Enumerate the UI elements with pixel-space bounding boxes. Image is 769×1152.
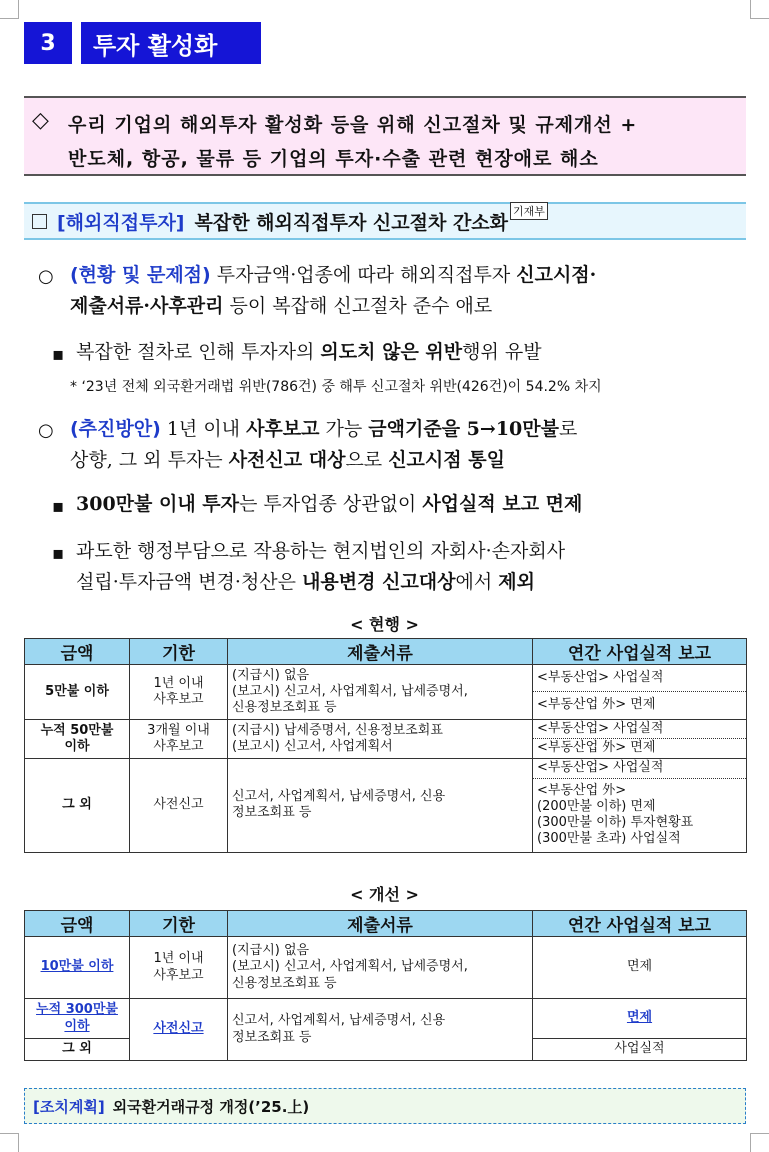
status-bold-2: 제출서류·사후관리 [70, 295, 224, 317]
bullet1-bold: 의도치 않은 위반 [320, 341, 463, 363]
bullet1-text-2: 행위 유발 [462, 341, 542, 363]
section-title: 투자 활성화 [81, 22, 261, 64]
table-cell-amount-link[interactable]: 10만불 이하 [40, 959, 114, 975]
table-cell-report: <부동산업> 사업실적 [533, 758, 747, 778]
table-cell-report: <부동산업 外> 면제 [533, 692, 747, 720]
diamond-outline-icon: ◇ [32, 108, 49, 133]
plan-paragraph-line-1 [70, 420, 577, 439]
header-annual-report: 연간 사업실적 보고 [533, 639, 747, 665]
table-cell-deadline-link[interactable]: 사전신고 [153, 1021, 204, 1037]
section-number: 3 [24, 22, 72, 64]
status-paragraph-line-2 [70, 297, 492, 316]
action-plan-text: 외국환거래규정 개정(’25.上) [112, 1097, 310, 1116]
plan-text-4: 상향, 그 외 투자는 [70, 449, 229, 471]
subheading-title: 복잡한 해외직접투자 신고절차 간소화 [194, 211, 509, 234]
bullet3-bold-2: 제외 [498, 571, 535, 593]
bullet2-text-1: 는 투자업종 상관없이 [239, 493, 423, 515]
header-deadline: 기한 [130, 911, 228, 937]
bullet2-bold-2: 사업실적 보고 면제 [422, 493, 583, 515]
department-badge: 기재부 [510, 202, 548, 220]
current-table-caption: < 현행 > [350, 615, 419, 634]
table-cell-report-link[interactable]: 면제 [626, 1010, 653, 1026]
bullet3-text-3: 에서 [455, 571, 499, 593]
square-bullet-icon: ▪ [52, 543, 65, 564]
status-text-1: 투자금액·업종에 따라 해외직접투자 [210, 264, 517, 286]
table-cell-amount-link[interactable]: 누적 300만불 이하 [36, 1002, 118, 1034]
table-cell-documents: (지급시) 없음 (보고시) 신고서, 사업계획서, 납세증명서, 신용정보조회표 등 [228, 937, 533, 999]
table-cell-deadline: 1년 이내 사후보고 [130, 665, 228, 720]
header-amount: 금액 [25, 639, 130, 665]
table-cell-documents: (지급시) 납세증명서, 신용정보조회표 (보고시) 신고서, 사업계획서 [228, 720, 533, 759]
table-cell-amount: 그 외 [25, 1039, 130, 1061]
plan-paragraph-line-2 [70, 451, 505, 470]
subheading [24, 202, 746, 240]
action-plan-box [24, 1088, 746, 1124]
table-cell-documents: (지급시) 없음 (보고시) 신고서, 사업계획서, 납세증명서, 신용정보조회표 등 [228, 665, 533, 720]
header-documents: 제출서류 [228, 911, 533, 937]
status-bold-1: 신고시점· [516, 264, 597, 286]
table-cell-report: <부동산업> 사업실적 [533, 720, 747, 739]
table-cell-report: <부동산업 外> 면제 [533, 739, 747, 758]
table-cell-deadline: 3개월 이내 사후보고 [130, 720, 228, 759]
status-text-2: 등이 복잡해 신고절차 준수 애로 [223, 295, 493, 317]
bullet2-bold-1: 300만불 이내 투자 [76, 493, 240, 515]
circle-bullet-icon: ○ [38, 266, 54, 287]
improved-table-caption: < 개선 > [350, 885, 419, 904]
bullet-exclusion-line-1: 과도한 행정부담으로 작용하는 현지법인의 자회사·손자회사 [76, 540, 566, 562]
summary-line-1: 우리 기업의 해외투자 활성화 등을 위해 신고절차 및 규제개선 + [68, 114, 638, 136]
plan-bold-4: 신고시점 통일 [388, 449, 505, 471]
table-cell-documents: 신고서, 사업계획서, 납세증명서, 신용 정보조회표 등 [228, 999, 533, 1061]
improved-table [24, 910, 747, 1061]
plan-text-5: 으로 [345, 449, 389, 471]
plan-label: (추진방안) [70, 418, 161, 440]
square-bullet-icon: ▪ [52, 496, 65, 517]
bullet3-bold-1: 내용변경 신고대상 [302, 571, 456, 593]
bullet-exclusion-line-2 [76, 573, 535, 592]
summary-box [24, 96, 746, 176]
table-cell-deadline: 1년 이내 사후보고 [130, 937, 228, 999]
plan-text-3: 로 [558, 418, 578, 440]
table-cell-report: <부동산업> 사업실적 [533, 665, 747, 692]
table-cell-report: <부동산업 外> (200만불 이하) 면제 (300만불 이하) 투자현황표 (300만불 초과) 사업실적 [533, 778, 747, 852]
current-table [24, 638, 747, 853]
table-cell-report: 사업실적 [533, 1039, 747, 1061]
circle-bullet-icon: ○ [38, 420, 54, 441]
status-paragraph-line-1 [70, 266, 596, 285]
header-annual-report: 연간 사업실적 보고 [533, 911, 747, 937]
bullet1-text-1: 복잡한 절차로 인해 투자자의 [76, 341, 321, 363]
header-documents: 제출서류 [228, 639, 533, 665]
plan-bold-3: 사전신고 대상 [228, 449, 346, 471]
plan-text-1: 1년 이내 [160, 418, 247, 440]
table-cell-amount: 누적 50만불 이하 [25, 720, 130, 759]
bullet-violation [76, 343, 542, 362]
footnote: * ‘23년 전체 외국환거래법 위반(786건) 중 해투 신고절차 위반(426건)이 54.2% 차지 [70, 379, 602, 395]
bullet3-text-2: 설립·투자금액 변경·청산은 [76, 571, 303, 593]
table-cell-documents: 신고서, 사업계획서, 납세증명서, 신용 정보조회표 등 [228, 758, 533, 852]
table-cell-deadline: 사전신고 [130, 758, 228, 852]
table-cell-amount: 그 외 [25, 758, 130, 852]
status-label: (현황 및 문제점) [70, 264, 211, 286]
bullet-exemption [76, 495, 582, 514]
table-cell-amount: 5만불 이하 [25, 665, 130, 720]
table-cell-report: 면제 [533, 937, 747, 999]
square-bullet-icon: ▪ [52, 344, 65, 365]
action-plan-label: [조치계획] [33, 1097, 105, 1116]
checkbox-square-icon [32, 214, 47, 229]
plan-text-2: 가능 [319, 418, 369, 440]
subheading-tag: [해외직접투자] [57, 211, 185, 234]
plan-bold-1: 사후보고 [246, 418, 320, 440]
summary-line-2: 반도체, 항공, 물류 등 기업의 투자·수출 관련 현장애로 해소 [68, 148, 599, 170]
header-deadline: 기한 [130, 639, 228, 665]
plan-bold-2: 금액기준을 5→10만불 [368, 418, 559, 440]
header-amount: 금액 [25, 911, 130, 937]
